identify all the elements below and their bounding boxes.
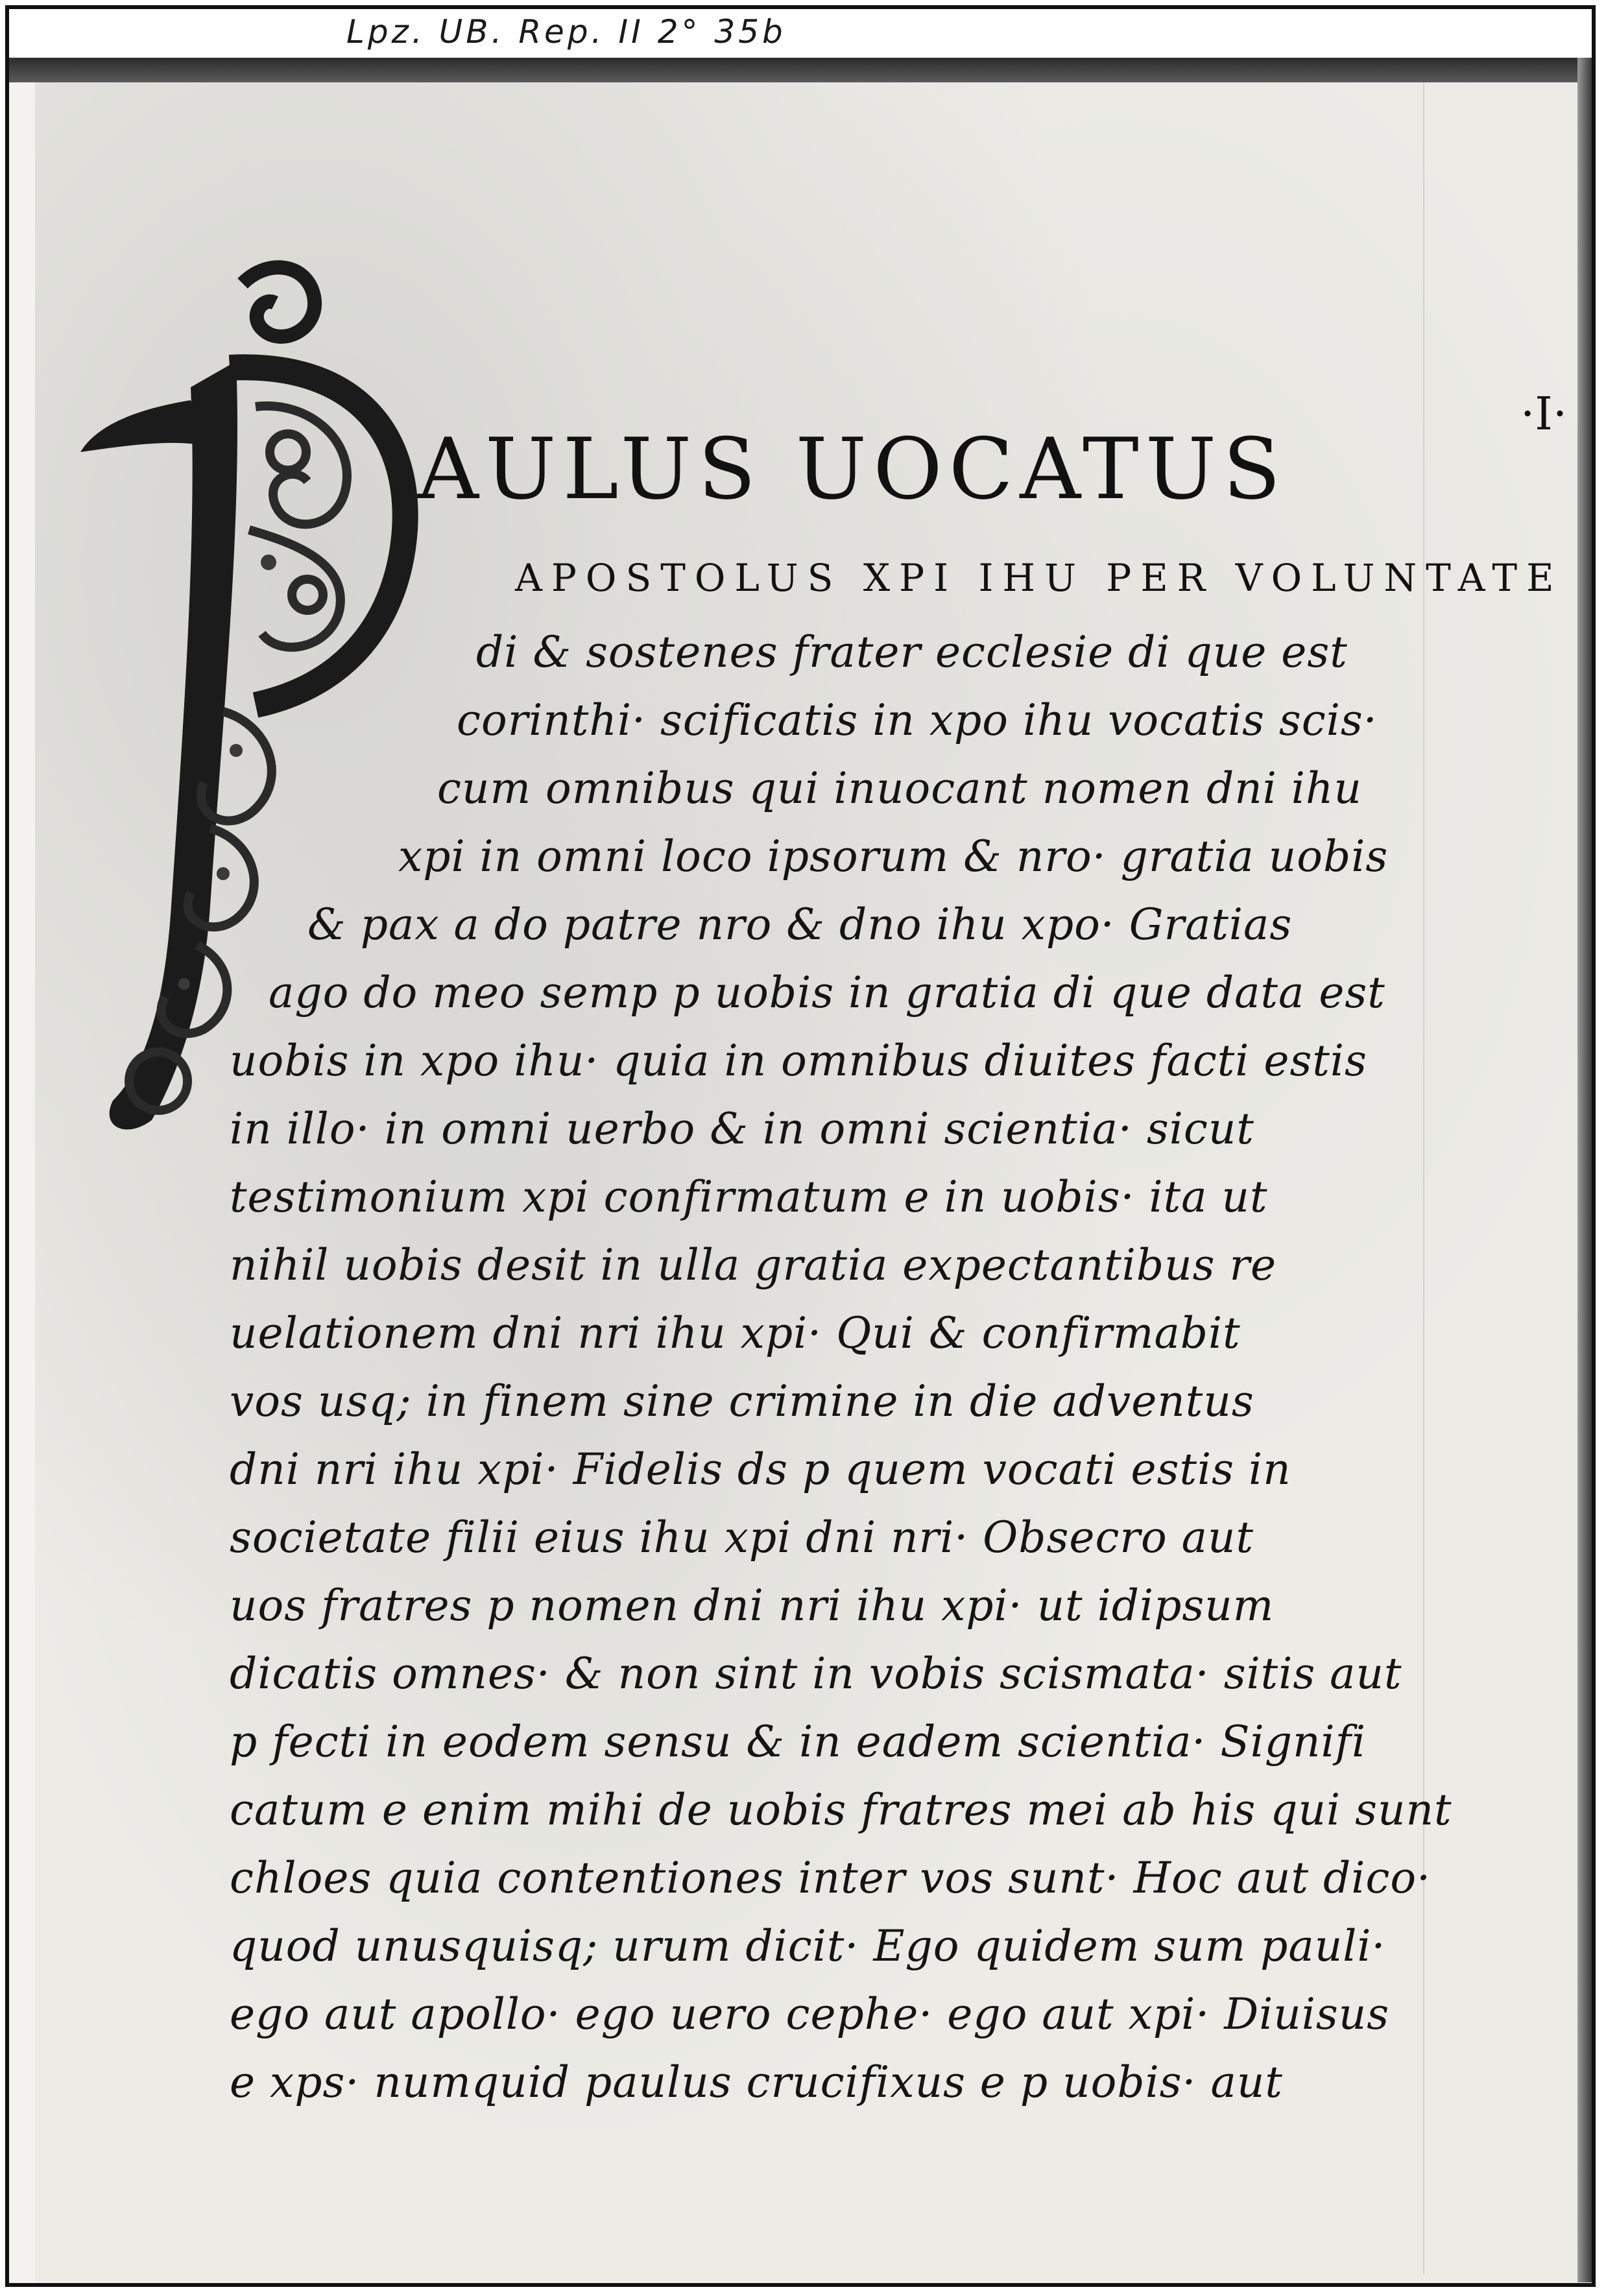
text-line-12: vos usq; in finem sine crimine in die adventus [230,1376,1254,1426]
text-line-9: testimonium xpi confirmatum e in uobis· ita ut [230,1172,1268,1222]
text-line-10: nihil uobis desit in ulla gratia expectantibus re [230,1240,1277,1290]
incipit-title: AULUS UOCATUS [418,420,1288,518]
text-line-4: xpi in omni loco ipsorum & nro· gratia uobis [398,831,1389,881]
text-line-8: in illo· in omni uerbo & in omni scientia· sicut [230,1104,1254,1154]
text-line-11: uelationem dni nri ihu xpi· Qui & confirmabit [230,1308,1241,1358]
text-line-14: societate filii eius ihu xpi dni nri· Obsecro aut [230,1513,1254,1562]
text-line-2: corinthi· scificatis in xpo ihu vocatis scis· [457,695,1378,745]
text-line-22: e xps· numquid paulus crucifixus e p uobis· aut [230,2057,1283,2107]
margin-rule [1423,82,1424,2275]
text-line-20: quod unusquisq; urum dicit· Ego quidem sum pauli· [230,1921,1386,1971]
top-shadow-band [9,58,1592,82]
text-line-16: dicatis omnes· & non sint in vobis scismata· sitis aut [230,1649,1402,1699]
folio-number: ·I· [1520,387,1568,440]
right-shadow-band [1577,58,1592,2282]
text-line-17: p fecti in eodem sensu & in eadem scientia· Signifi [230,1717,1367,1767]
text-line-5: & pax a do patre nro & dno ihu xpo· Gratias [307,900,1293,950]
text-line-7: uobis in xpo ihu· quia in omnibus diuites facti estis [230,1036,1367,1086]
text-line-21: ego aut apollo· ego uero cephe· ego aut xpi· Diuisus [230,1989,1390,2039]
text-line-19: chloes quia contentiones inter vos sunt· Hoc aut dico· [230,1853,1432,1903]
text-line-3: cum omnibus qui inuocant nomen dni ihu [437,763,1362,813]
manuscript-page [35,82,1577,2281]
illuminated-initial-p-icon [74,257,437,1153]
archive-shelfmark-label: Lpz. UB. Rep. II 2° 35b [346,13,786,51]
text-line-13: dni nri ihu xpi· Fidelis ds p quem vocati estis in [230,1444,1291,1494]
incipit-subtitle: APOSTOLUS XPI IHU PER VOLUNTATE [515,556,1563,600]
photo-frame [5,5,1596,2287]
text-line-18: catum e enim mihi de uobis fratres mei ab his qui sunt [230,1785,1452,1835]
text-line-1: di & sostenes frater ecclesie di que est [476,627,1348,677]
label-strip [9,9,1592,58]
text-line-6: ago do meo semp p uobis in gratia di que data est [269,968,1385,1018]
text-line-15: uos fratres p nomen dni nri ihu xpi· ut idipsum [230,1581,1275,1631]
